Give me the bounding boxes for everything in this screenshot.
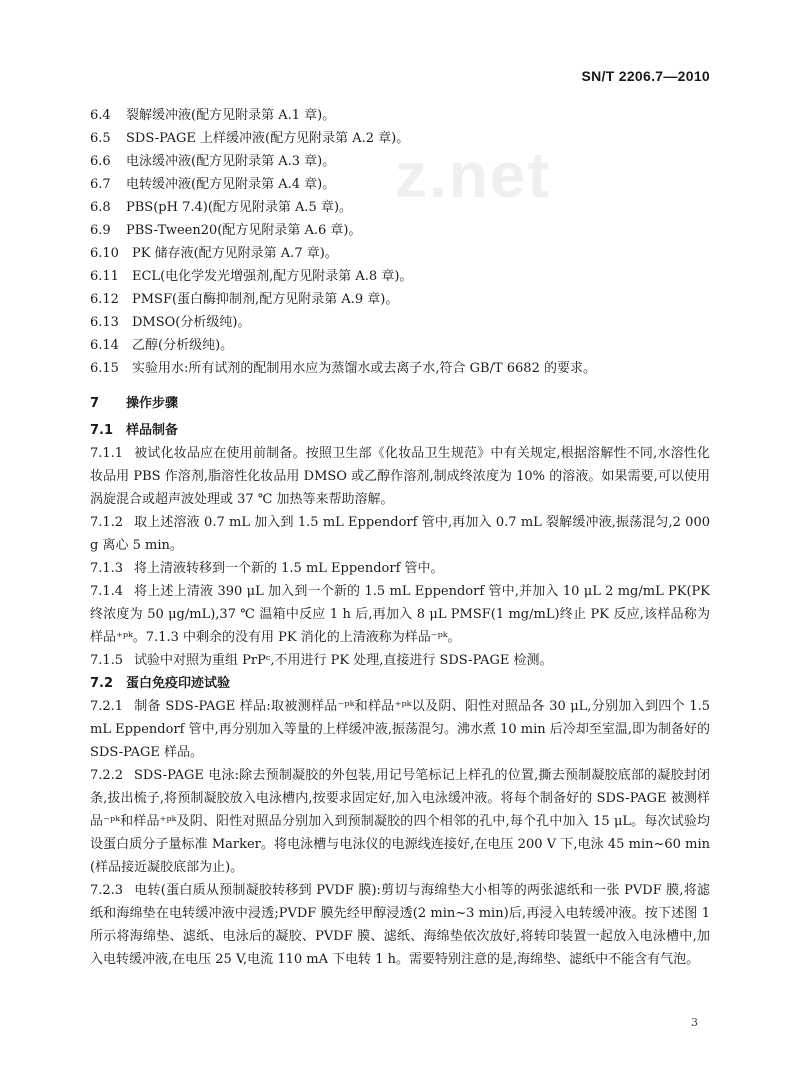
reagent-item (90, 127, 710, 150)
reagent-text: 乙醇(分析级纯)。 (132, 338, 234, 353)
clause-7-2-3 (90, 879, 710, 971)
reagent-number: 6.13 (90, 315, 119, 330)
clause-number: 7.2.3 (90, 883, 124, 898)
clause-text: 被试化妆品应在使用前制备。按照卫生部《化妆品卫生规范》中有关规定,根据溶解性不同,水溶性化妆品用 PBS 作溶剂,脂溶性化妆品用 DMSO 或乙醇作溶剂,制成终浓度为 10% 的溶液。如果需要,可以使用涡旋混合或超声波处理或 37 ℃ 加热等来帮助溶解。 (90, 446, 710, 507)
clause-text: 取上述溶液 0.7 mL 加入到 1.5 mL Eppendorf 管中,再加入 0.7 mL 裂解缓冲液,振荡混匀,2 000g 离心 5 min。 (90, 515, 710, 553)
reagent-text: SDS-PAGE 上样缓冲液(配方见附录第 A.2 章)。 (126, 131, 410, 146)
reagent-list (90, 104, 710, 380)
reagent-text: PK 储存液(配方见附录第 A.7 章)。 (132, 246, 338, 261)
reagent-text: PBS(pH 7.4)(配方见附录第 A.5 章)。 (126, 200, 353, 215)
reagent-number: 6.4 (90, 108, 111, 123)
reagent-item (90, 242, 710, 265)
section-heading-7 (90, 392, 710, 415)
reagent-number: 6.9 (90, 223, 111, 238)
clause-number: 7.1.5 (90, 653, 124, 668)
subsection-number: 7.1 (90, 423, 114, 438)
clause-7-2-2 (90, 764, 710, 879)
clause-number: 7.1.1 (90, 446, 124, 461)
reagent-number: 6.8 (90, 200, 111, 215)
clause-number: 7.2.2 (90, 768, 124, 783)
reagent-item (90, 334, 710, 357)
reagent-text: 实验用水:所有试剂的配制用水应为蒸馏水或去离子水,符合 GB/T 6682 的要求。 (132, 361, 596, 376)
clause-text: 将上述上清液 390 μL 加入到一个新的 1.5 mL Eppendorf 管中,并加入 10 μL 2 mg/mL PK(PK 终浓度为 50 μg/mL),37 ℃ 温箱中反应 1 h 后,再加入 8 μL PMSF(1 mg/mL)终止 PK 反应,该样品称为样品⁺ᵖᵏ。7.1.3 中剩余的没有用 PK 消化的上清液称为样品⁻ᵖᵏ。 (90, 584, 710, 645)
subsection-title: 蛋白免疫印迹试验 (126, 676, 231, 691)
reagent-number: 6.11 (90, 269, 119, 284)
reagent-text: 电转缓冲液(配方见附录第 A.4 章)。 (126, 177, 336, 192)
reagent-item (90, 196, 710, 219)
reagent-item (90, 173, 710, 196)
reagent-number: 6.12 (90, 292, 119, 307)
clause-number: 7.1.2 (90, 515, 124, 530)
clause-7-1-4 (90, 580, 710, 649)
standard-code: SN/T 2206.7—2010 (581, 68, 710, 84)
watermark: z.net (395, 139, 551, 211)
clause-text: 制备 SDS-PAGE 样品:取被测样品⁻ᵖᵏ和样品⁺ᵖᵏ以及阴、阳性对照品各 30 μL,分别加入到四个 1.5 mL Eppendorf 管中,再分别加入等量的上样缓冲液,振荡混匀。沸水煮 10 min 后冷却至室温,即为制备好的 SDS-PAGE 样品。 (90, 699, 710, 760)
section-number: 7 (90, 396, 100, 411)
clause-number: 7.2.1 (90, 699, 124, 714)
reagent-number: 6.6 (90, 154, 111, 169)
subsection-title: 样品制备 (126, 423, 179, 438)
clause-text: 电转(蛋白质从预制凝胶转移到 PVDF 膜):剪切与海绵垫大小相等的两张滤纸和一张 PVDF 膜,将滤纸和海绵垫在电转缓冲液中浸透;PVDF 膜先经甲醇浸透(2 min~3 min)后,再浸入电转缓冲液。按下述图 1 所示将海绵垫、滤纸、电泳后的凝胶、PVDF 膜、滤纸、海绵垫依次放好,将转印装置一起放入电泳槽中,加入电转缓冲液,在电压 25 V,电流 110 mA 下电转 1 h。需要特别注意的是,海绵垫、滤纸中不能含有气泡。 (90, 883, 710, 967)
document-body (90, 104, 710, 971)
reagent-number: 6.15 (90, 361, 119, 376)
reagent-number: 6.10 (90, 246, 119, 261)
reagent-item (90, 104, 710, 127)
reagent-number: 6.14 (90, 338, 119, 353)
reagent-text: DMSO(分析级纯)。 (132, 315, 251, 330)
clause-number: 7.1.3 (90, 561, 124, 576)
reagent-item (90, 288, 710, 311)
reagent-text: 电泳缓冲液(配方见附录第 A.3 章)。 (126, 154, 336, 169)
reagent-number: 6.5 (90, 131, 111, 146)
subsection-number: 7.2 (90, 676, 114, 691)
section-title: 操作步骤 (126, 396, 179, 411)
clause-7-1-1 (90, 442, 710, 511)
reagent-text: ECL(电化学发光增强剂,配方见附录第 A.8 章)。 (132, 269, 413, 284)
reagent-item (90, 357, 710, 380)
reagent-text: PMSF(蛋白酶抑制剂,配方见附录第 A.9 章)。 (132, 292, 399, 307)
reagent-text: 裂解缓冲液(配方见附录第 A.1 章)。 (126, 108, 336, 123)
clause-number: 7.1.4 (90, 584, 124, 599)
page-number: 3 (691, 1016, 698, 1029)
clause-text: SDS-PAGE 电泳:除去预制凝胶的外包装,用记号笔标记上样孔的位置,撕去预制凝胶底部的凝胶封闭条,拔出梳子,将预制凝胶放入电泳槽内,按要求固定好,加入电泳缓冲液。将每个制备好的 SDS-PAGE 被测样品⁻ᵖᵏ和样品⁺ᵖᵏ及阴、阳性对照品分别加入到预制凝胶的四个相邻的孔中,每个孔中加入 15 μL。每次试验均设蛋白质分子量标准 Marker。将电泳槽与电泳仪的电源线连接好,在电压 200 V 下,电泳 45 min~60 min(样品接近凝胶底部为止)。 (90, 768, 710, 875)
subsection-heading-7-1 (90, 419, 710, 442)
subsection-heading-7-2 (90, 672, 710, 695)
reagent-text: PBS-Tween20(配方见附录第 A.6 章)。 (126, 223, 362, 238)
clause-text: 试验中对照为重组 PrPᶜ,不用进行 PK 处理,直接进行 SDS-PAGE 检测。 (134, 653, 553, 668)
reagent-item (90, 219, 710, 242)
reagent-item (90, 311, 710, 334)
clause-text: 将上清液转移到一个新的 1.5 mL Eppendorf 管中。 (134, 561, 444, 576)
clause-7-1-5 (90, 649, 710, 672)
reagent-item (90, 150, 710, 173)
reagent-number: 6.7 (90, 177, 111, 192)
reagent-item (90, 265, 710, 288)
clause-7-1-2 (90, 511, 710, 557)
clause-7-2-1 (90, 695, 710, 764)
clause-7-1-3 (90, 557, 710, 580)
